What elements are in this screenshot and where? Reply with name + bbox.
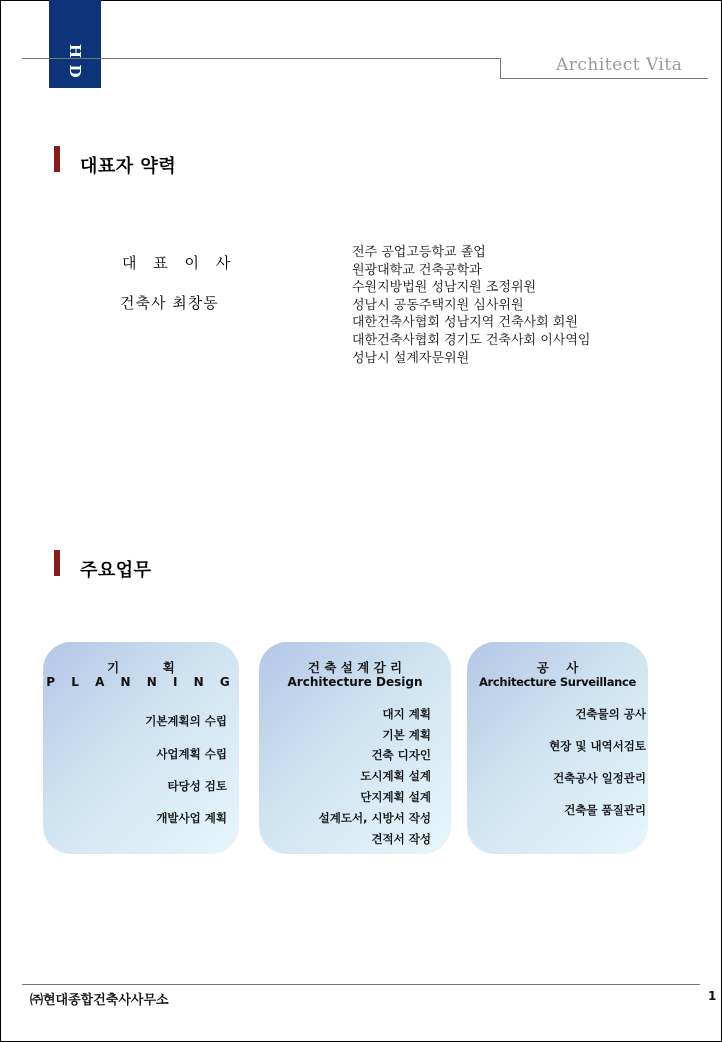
design-item: 견적서 작성: [371, 832, 431, 846]
header-divider-right: [500, 78, 708, 79]
logo: [49, 0, 101, 88]
planning-title-ko: 기 획: [107, 660, 175, 675]
footer-divider: [22, 984, 700, 985]
construction-item: 건축물 품질관리: [564, 803, 646, 817]
construction-title-ko: 공 사: [536, 660, 579, 675]
footer-company-name: ㈜현대종합건축사사무소: [30, 993, 169, 1008]
career-item: 대한건축사협회 경기도 건축사회 이사역임: [352, 332, 591, 348]
design-card: [259, 642, 451, 854]
career-item: 전주 공업고등학교 졸업: [352, 245, 486, 260]
section-title-profile: 대표자 약력: [80, 156, 177, 177]
design-title-en: Architecture Design: [287, 675, 423, 689]
design-item: 설계도서, 시방서 작성: [318, 811, 431, 825]
footer-page-mark: 1: [708, 989, 717, 1003]
planning-item: 타당성 검토: [167, 779, 227, 793]
representative-name: 건축사 최창동: [120, 294, 219, 312]
planning-item: 개발사업 계획: [156, 811, 227, 825]
design-item: 대지 계획: [382, 707, 431, 721]
planning-item: 기본계획의 수립: [145, 714, 227, 728]
section-marker-profile: [54, 146, 60, 172]
construction-item: 건축물의 공사: [575, 707, 646, 721]
career-item: 성남시 공동주택지원 심사위원: [352, 297, 524, 313]
construction-card: [467, 642, 648, 854]
career-item: 원광대학교 건축공학과: [352, 262, 482, 278]
design-title-ko: 건 축 설 계 감 리: [307, 660, 403, 675]
section-marker-services: [54, 550, 60, 576]
career-item: 성남시 설계자문위원: [352, 350, 470, 366]
career-item: 수원지방법원 성남지원 조정위원: [352, 280, 537, 296]
planning-title-en: P L A N N I N G: [46, 675, 236, 689]
header-divider: [22, 58, 500, 59]
design-item: 기본 계획: [382, 728, 431, 742]
construction-item: 건축공사 일정관리: [553, 771, 646, 785]
design-item: 건축 디자인: [371, 748, 431, 762]
planning-card: [43, 642, 239, 854]
career-item: 대한건축사협회 성남지역 건축사회 회원: [352, 315, 578, 331]
career-list: [352, 244, 590, 367]
section-title-services: 주요업무: [80, 560, 152, 581]
logo-letter-h: H: [66, 43, 84, 59]
header-title: Architect Vita: [556, 55, 683, 75]
design-item: 단지계획 설계: [360, 790, 431, 804]
construction-title-en: Architecture Surveillance: [478, 675, 637, 689]
planning-item: 사업계획 수립: [156, 747, 227, 761]
header-divider-step: [500, 58, 501, 78]
design-item: 도시계획 설계: [360, 769, 431, 783]
representative-title: 대 표 이 사: [122, 254, 237, 272]
construction-item: 현장 및 내역서검토: [549, 739, 646, 753]
logo-letter-d: D: [66, 64, 84, 78]
